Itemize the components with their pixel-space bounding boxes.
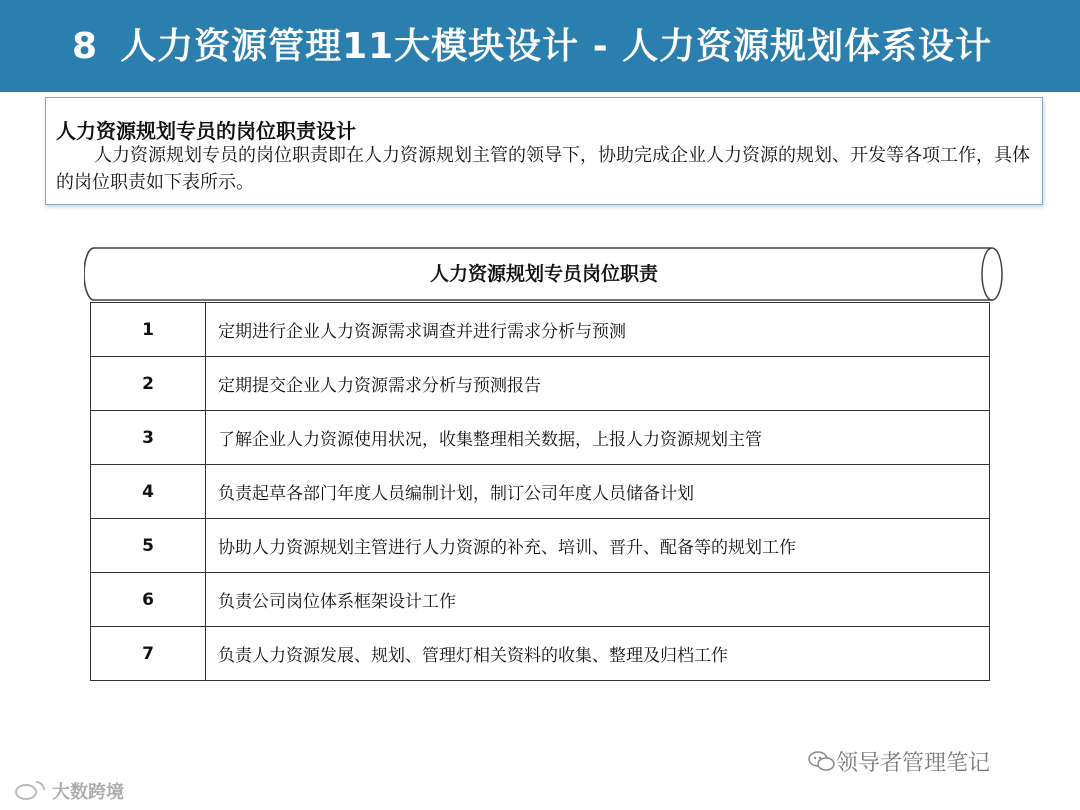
row-number: 6 <box>91 573 206 627</box>
row-duty-text: 协助人力资源规划主管进行人力资源的补充、培训、晋升、配备等的规划工作 <box>206 519 990 573</box>
header-bar <box>0 0 1080 92</box>
weibo-logo-icon <box>14 778 48 802</box>
row-duty-text: 负责起草各部门年度人员编制计划，制订公司年度人员储备计划 <box>206 465 990 519</box>
wechat-icon <box>808 750 836 772</box>
intro-heading: 人力资源规划专员的岗位职责设计 <box>56 119 356 143</box>
intro-box <box>45 97 1043 205</box>
section-number: 8 <box>72 26 99 67</box>
table-row <box>91 519 990 573</box>
intro-body: 人力资源规划专员的岗位职责即在人力资源规划主管的领导下，协助完成企业人力资源的规划、开发等各项工作，具体的岗位职责如下表所示。 <box>56 145 1030 193</box>
row-duty-text: 定期进行企业人力资源需求调查并进行需求分析与预测 <box>206 303 990 357</box>
row-duty-text: 负责公司岗位体系框架设计工作 <box>206 573 990 627</box>
watermark-left: 大数跨境 <box>52 782 124 803</box>
table-row <box>91 303 990 357</box>
table-row <box>91 465 990 519</box>
row-duty-text: 了解企业人力资源使用状况，收集整理相关数据，上报人力资源规划主管 <box>206 411 990 465</box>
table-row <box>91 411 990 465</box>
watermark-right: 领导者管理笔记 <box>836 751 991 776</box>
row-number: 3 <box>91 411 206 465</box>
row-duty-text: 定期提交企业人力资源需求分析与预测报告 <box>206 357 990 411</box>
table-row <box>91 573 990 627</box>
row-duty-text: 负责人力资源发展、规划、管理灯相关资料的收集、整理及归档工作 <box>206 627 990 681</box>
table-row <box>91 357 990 411</box>
table-title-banner <box>84 246 1004 302</box>
row-number: 1 <box>91 303 206 357</box>
table-row <box>91 627 990 681</box>
row-number: 2 <box>91 357 206 411</box>
title-text: 人力资源管理11大模块设计 - 人力资源规划体系设计 <box>120 26 993 67</box>
page-title <box>72 18 992 69</box>
table-title: 人力资源规划专员岗位职责 <box>429 263 658 285</box>
duties-table <box>90 302 990 681</box>
row-number: 7 <box>91 627 206 681</box>
row-number: 5 <box>91 519 206 573</box>
row-number: 4 <box>91 465 206 519</box>
